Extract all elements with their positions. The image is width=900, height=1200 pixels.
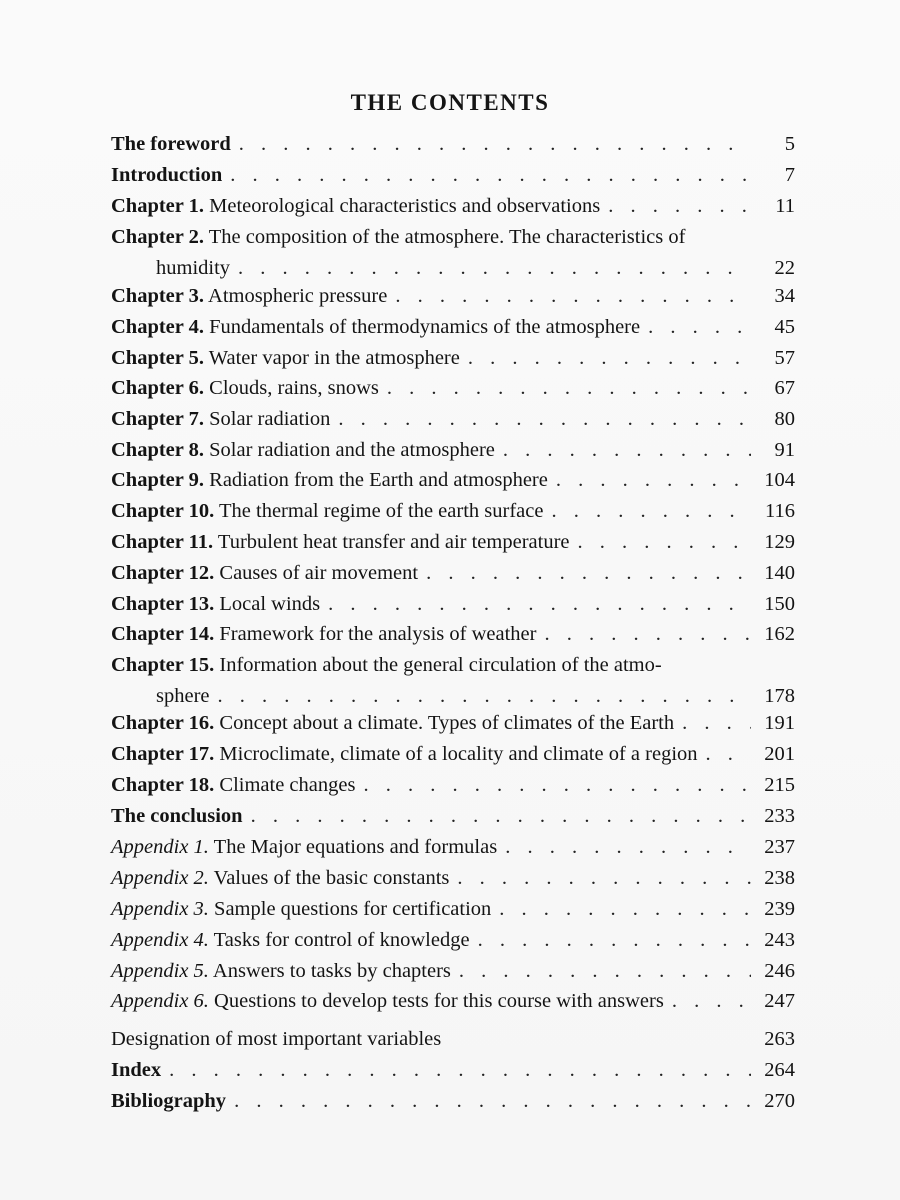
toc-entry-chapter-10 [111,498,795,524]
entry-prefix: Chapter 13. [111,593,215,615]
page-number: 178 [764,685,795,707]
page-number: 57 [774,347,795,369]
toc-entry-index [111,1057,795,1083]
entry-title: Answers to tasks by chapters [208,960,451,982]
page-number: 34 [774,285,795,307]
page-number: 91 [774,439,795,461]
toc-entry-appendix-2 [111,865,795,891]
toc-entry-chapter-2 [111,224,795,281]
entry-title: Radiation from the Earth and atmosphere [204,469,548,491]
entry-title: Atmospheric pressure [204,285,388,307]
toc-entry-appendix-6 [111,988,795,1014]
entry-title: Climate changes [214,774,356,796]
toc-entry-chapter-3 [111,283,795,309]
entry-title: Fundamentals of thermodynamics of the atmosphere [204,316,641,338]
toc-entry-chapter-7 [111,406,795,432]
entry-title: Solar radiation and the atmosphere [204,439,495,461]
entry-title: Solar radiation [204,408,331,430]
toc-entry-designation [111,1026,795,1052]
toc-entry-chapter-5 [111,345,795,371]
toc-entry-chapter-14 [111,621,795,647]
entry-title-continued: humidity [156,257,231,279]
entry-title: Questions to develop tests for this course with answers [208,990,664,1012]
entry-title: The composition of the atmosphere. The characteristics of [204,226,686,248]
entry-prefix: Chapter 2. [111,226,205,248]
entry-prefix: Chapter 8. [111,439,205,461]
entry-title: Values of the basic constants [208,867,450,889]
entry-prefix: Chapter 6. [111,377,205,399]
entry-prefix: Chapter 10. [111,500,215,522]
entry-prefix: Bibliography [111,1090,227,1112]
toc-entry-chapter-16 [111,710,795,736]
page-number: 80 [774,408,795,430]
toc-entry-chapter-9 [111,467,795,493]
page-number: 116 [765,500,795,522]
entry-prefix: Chapter 11. [111,531,214,553]
toc-entry-chapter-6 [111,375,795,401]
page-number: 45 [774,316,795,338]
entry-prefix: Chapter 4. [111,316,205,338]
toc-entry-chapter-18 [111,772,795,798]
entry-prefix: Chapter 16. [111,712,215,734]
entry-title: Causes of air movement [214,562,419,584]
entry-title: The Major equations and formulas [208,836,498,858]
entry-title: Information about the general circulation of the atmo- [214,654,662,676]
entry-title: Turbulent heat transfer and air temperature [213,531,570,553]
entry-title: Framework for the analysis of weather [214,623,537,645]
entry-title: Local winds [214,593,321,615]
entry-prefix: The conclusion [111,805,243,827]
entry-title: Designation of most important variables [111,1028,442,1050]
page-number: 104 [764,469,795,491]
entry-title: Clouds, rains, snows [204,377,379,399]
entry-prefix: Introduction [111,164,223,186]
page-number: 215 [764,774,795,796]
entry-prefix: Chapter 5. [111,347,205,369]
page-number: 237 [764,836,795,858]
page-number: 22 [774,257,795,279]
entry-prefix: Chapter 1. [111,195,205,217]
entry-prefix: Chapter 7. [111,408,205,430]
toc-entry-chapter-11 [111,529,795,555]
toc-entry-appendix-1 [111,834,795,860]
toc-entry-chapter-15 [111,652,795,709]
page-number: 263 [764,1028,795,1050]
toc-entry-appendix-4 [111,927,795,953]
page-number: 191 [764,712,795,734]
entry-title: Concept about a climate. Types of climates of the Earth [214,712,675,734]
entry-prefix: Chapter 12. [111,562,215,584]
toc-entry-chapter-8 [111,437,795,463]
entry-title: Microclimate, climate of a locality and climate of a region [214,743,698,765]
entry-prefix: Chapter 17. [111,743,215,765]
entry-prefix: Appendix 6. [111,990,209,1012]
entry-prefix: Appendix 3. [111,898,209,920]
page-number: 243 [764,929,795,951]
entry-title-continued: sphere [156,685,210,707]
toc-entry-chapter-13 [111,591,795,617]
entry-prefix: Chapter 3. [111,285,205,307]
page-number: 5 [784,133,795,155]
toc-entry-conclusion [111,803,795,829]
page-number: 264 [764,1059,795,1081]
toc-entry-chapter-17 [111,741,795,767]
page-number: 11 [775,195,795,217]
page-number: 246 [764,960,795,982]
entry-title: Tasks for control of knowledge [208,929,470,951]
page-number: 150 [764,593,795,615]
toc-entry-chapter-12 [111,560,795,586]
page-number: 239 [764,898,795,920]
page-number: 7 [784,164,795,186]
entry-title: The thermal regime of the earth surface [214,500,544,522]
page-number: 140 [764,562,795,584]
entry-prefix: Appendix 2. [111,867,209,889]
entry-prefix: Chapter 9. [111,469,205,491]
entry-prefix: Appendix 4. [111,929,209,951]
entry-prefix: The foreword [111,133,231,155]
toc-entry-introduction [111,162,795,188]
entry-title: Sample questions for certification [208,898,492,920]
page-number: 247 [764,990,795,1012]
entry-prefix: Chapter 15. [111,654,215,676]
entry-title: Meteorological characteristics and observations [204,195,601,217]
page-number: 162 [764,623,795,645]
page-number: 233 [764,805,795,827]
page-number: 270 [764,1090,795,1112]
toc-entry-chapter-4 [111,314,795,340]
entry-prefix: Appendix 1. [111,836,209,858]
entry-prefix: Chapter 14. [111,623,215,645]
page-number: 238 [764,867,795,889]
entry-prefix: Chapter 18. [111,774,215,796]
entry-prefix: Appendix 5. [111,960,209,982]
toc-entry-appendix-5 [111,958,795,984]
entry-title: Water vapor in the atmosphere [204,347,460,369]
page-number: 67 [774,377,795,399]
page-number: 129 [764,531,795,553]
page-number: 201 [764,743,795,765]
toc-entry-bibliography [111,1088,795,1114]
toc-entry-appendix-3 [111,896,795,922]
entry-prefix: Index [111,1059,162,1081]
toc-entry-chapter-1 [111,193,795,219]
toc-entry-foreword [111,131,795,157]
page-title: THE CONTENTS [350,90,550,115]
